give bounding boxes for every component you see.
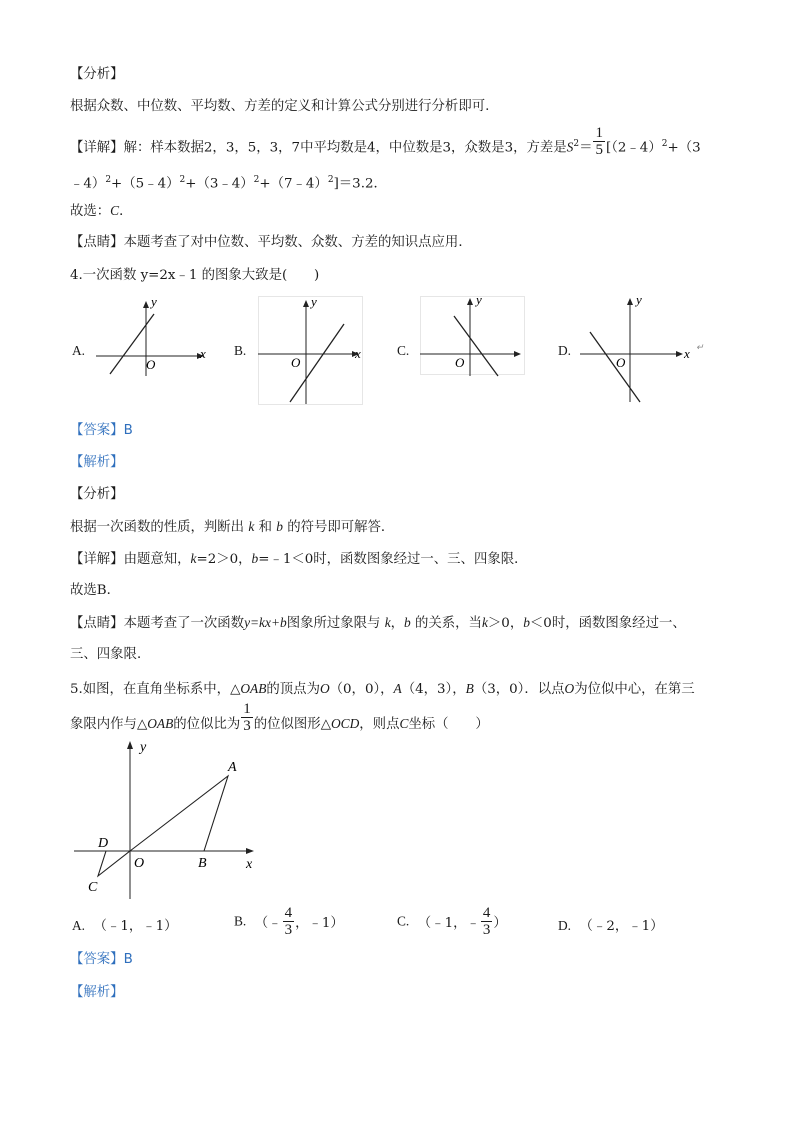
detail-line-2 <box>70 170 387 194</box>
option-b-letter: B. <box>234 343 247 358</box>
triangle-ocd: OCD <box>331 716 360 731</box>
stem-part: ，则点 <box>359 717 400 732</box>
detail-text: 解：样本数据2，3，5，3，7中平均数是4，中位数是3，众数是3，方差是 <box>123 140 567 156</box>
remark-line-2: 三、四象限． <box>70 647 151 662</box>
option-d-graph <box>580 294 708 406</box>
origin-label: O <box>616 355 626 370</box>
option-c-graph <box>420 294 528 378</box>
analysis-label: 【分析】 <box>70 487 124 502</box>
y-axis-arrow <box>627 298 633 305</box>
detail-part: =2＞0， <box>196 552 252 567</box>
label-a: A <box>228 760 237 775</box>
stem-part: 5.如图，在直角坐标系中，△ <box>70 682 241 697</box>
choice-fraction <box>481 905 493 938</box>
var-k: k <box>248 519 255 534</box>
square-sup: 2 <box>327 175 334 185</box>
square-sup: 2 <box>179 175 186 185</box>
point-b: B <box>465 681 474 696</box>
remark-part: ＜0时，函数图象经过一、 <box>529 616 686 631</box>
choose-text: 故选： <box>70 204 111 219</box>
analysis-part: 和 <box>258 520 272 535</box>
option-c-letter: C. <box>397 343 410 358</box>
solution-label: 【解析】 <box>70 455 124 470</box>
y-axis-arrow <box>143 301 149 308</box>
remark-label: 【点睛】 <box>70 616 124 631</box>
y-axis-arrow <box>303 300 309 307</box>
analysis-text <box>70 517 394 538</box>
choose-line: 故选B． <box>70 583 121 598</box>
triangle-oab: OAB <box>240 681 267 696</box>
detail-part: 由题意知， <box>123 552 191 567</box>
remark-line-1 <box>70 613 686 634</box>
frac-num: 4 <box>284 905 293 921</box>
remark-line <box>70 233 472 253</box>
frac-den: 3 <box>482 922 491 938</box>
choice-text: （﹣ <box>254 916 282 931</box>
choose-end: ． <box>119 204 133 219</box>
fraction-one-third <box>241 701 253 734</box>
remark-part: 的关系，当 <box>415 616 482 631</box>
var-k: k <box>190 551 197 566</box>
y-axis-arrow <box>467 298 473 305</box>
answer-line <box>70 421 133 441</box>
remark-part: ， <box>390 616 405 631</box>
option-b-graph <box>258 296 368 406</box>
detail-term: +（7﹣4） <box>259 176 328 192</box>
function-line <box>590 332 640 402</box>
point-o: O <box>319 681 330 696</box>
choose-letter: C <box>110 203 120 218</box>
point-a: A <box>393 681 402 696</box>
detail-term: +（3 <box>667 140 701 156</box>
frac-den: 5 <box>595 142 603 159</box>
detail-term: +（5﹣4） <box>111 176 180 192</box>
label-c: C <box>88 880 98 895</box>
stem-part: （0，0）， <box>329 682 394 697</box>
answer-value: B <box>123 423 133 438</box>
stem-part: （4，3）， <box>401 682 466 697</box>
label-b: B <box>198 856 207 871</box>
option-a-graph <box>96 296 211 378</box>
y-label: y <box>636 294 642 307</box>
choice-text: （﹣1，﹣ <box>417 916 480 931</box>
x-label: x <box>246 857 253 872</box>
choose-line <box>70 201 133 222</box>
graph-frame <box>421 297 525 375</box>
stem-part: 的位似比为 <box>173 717 241 732</box>
y-label: y <box>311 296 317 309</box>
frac-den: 3 <box>243 718 251 734</box>
choice-d <box>558 915 664 934</box>
analysis-text: 根据众数、中位数、平均数、方差的定义和计算公式分别进行分析即可. <box>70 99 490 114</box>
y-label: y <box>140 740 147 755</box>
x-label: x <box>355 346 361 361</box>
solution-label: 【解析】 <box>70 985 124 1000</box>
square-sup: 2 <box>253 175 260 185</box>
remark-part: 图象所过象限与 <box>286 616 381 631</box>
remark-part: ＞0， <box>487 616 524 631</box>
var-k: k <box>481 615 488 630</box>
origin-label: O <box>146 357 156 372</box>
origin-label: O <box>291 355 301 370</box>
x-axis-arrow <box>514 351 521 357</box>
stem-part: （3，0）．以点 <box>473 682 565 697</box>
y-label: y <box>151 296 157 309</box>
choice-letter: C. <box>397 913 410 929</box>
choice-text: ，﹣1） <box>295 916 344 931</box>
frac-num: 1 <box>595 125 603 142</box>
origin-label: O <box>455 355 465 370</box>
fraction-one-fifth <box>593 125 605 158</box>
analysis-part: 的符号即可解答． <box>287 520 395 535</box>
detail-term: ﹣4） <box>70 176 106 192</box>
frac-num: 4 <box>482 905 491 921</box>
detail-term: [（2﹣4） <box>605 140 662 156</box>
var-b: b <box>276 519 283 534</box>
choice-letter: B. <box>234 913 247 929</box>
var-b: b <box>251 551 259 566</box>
point-o: O <box>564 681 575 696</box>
choice-letter: D. <box>558 918 572 933</box>
detail-line <box>70 549 528 570</box>
triangle-oab-shape <box>130 776 228 851</box>
frac-num: 1 <box>243 701 251 717</box>
graph-frame <box>259 297 363 405</box>
variance-sup: 2 <box>573 139 580 149</box>
stem-part: 坐标（ ） <box>408 717 489 732</box>
var-k: k <box>384 615 391 630</box>
detail-term: +（3﹣4） <box>185 176 254 192</box>
question-5-stem-line-2 <box>70 701 489 735</box>
x-axis-arrow <box>246 848 254 854</box>
question-5-stem-line-1 <box>70 679 695 700</box>
stem-part: 的位似图形△ <box>253 717 332 732</box>
question-4-stem: 4.一次函数 y=2x﹣1 的图象大致是( ) <box>70 268 320 283</box>
analysis-label: 【分析】 <box>70 67 124 82</box>
detail-part: =﹣1＜0时，函数图象经过一、三、四象限． <box>258 552 528 567</box>
y-axis-arrow <box>127 741 133 749</box>
y-label: y <box>476 294 482 307</box>
frac-den: 3 <box>284 922 293 938</box>
var-b: b <box>523 615 530 630</box>
label-o: O <box>134 856 145 871</box>
option-d-letter: D. <box>558 343 572 358</box>
return-mark-icon: ↵ <box>696 342 704 352</box>
stem-part: 的顶点为 <box>266 682 320 697</box>
q5-figure <box>74 736 274 902</box>
choice-text: （﹣2，﹣1） <box>579 919 664 934</box>
option-a-letter: A. <box>72 343 86 358</box>
label-d: D <box>98 836 109 851</box>
x-label: x <box>200 346 206 361</box>
answer-label: 【答案】 <box>70 423 124 438</box>
square-sup: 2 <box>661 139 668 149</box>
square-sup: 2 <box>105 175 112 185</box>
point-c: C <box>399 716 409 731</box>
detail-label: 【详解】 <box>70 552 124 567</box>
detail-term: ]＝3.2． <box>333 176 387 192</box>
remark-part: 本题考查了一次函数 <box>123 616 245 631</box>
choice-fraction <box>283 905 295 938</box>
remark-label: 【点睛】 <box>70 235 124 250</box>
answer-line <box>70 950 133 970</box>
choice-c <box>397 905 507 938</box>
remark-text: 本题考查了对中位数、平均数、众数、方差的知识点应用． <box>123 235 472 250</box>
var-b: b <box>404 615 411 630</box>
choice-text: ） <box>493 916 507 931</box>
choice-letter: A. <box>72 918 86 933</box>
triangle-ocd-shape <box>98 851 130 876</box>
formula: y=kx+b <box>244 615 287 630</box>
equals: ＝ <box>579 140 593 156</box>
choice-a <box>72 915 178 934</box>
choice-b <box>234 905 344 938</box>
x-label: x <box>684 346 690 361</box>
triangle-oab: OAB <box>147 716 174 731</box>
detail-label: 【详解】 <box>70 140 124 156</box>
detail-line-1 <box>70 125 701 159</box>
answer-label: 【答案】 <box>70 952 124 967</box>
stem-part: 为位似中心，在第三 <box>574 682 695 697</box>
x-axis-arrow <box>676 351 683 357</box>
choice-text: （﹣1，﹣1） <box>93 919 178 934</box>
analysis-part: 根据一次函数的性质，判断出 <box>70 520 245 535</box>
answer-value: B <box>123 952 133 967</box>
variance-symbol: S <box>566 139 574 155</box>
stem-part: 象限内作与△ <box>70 717 148 732</box>
